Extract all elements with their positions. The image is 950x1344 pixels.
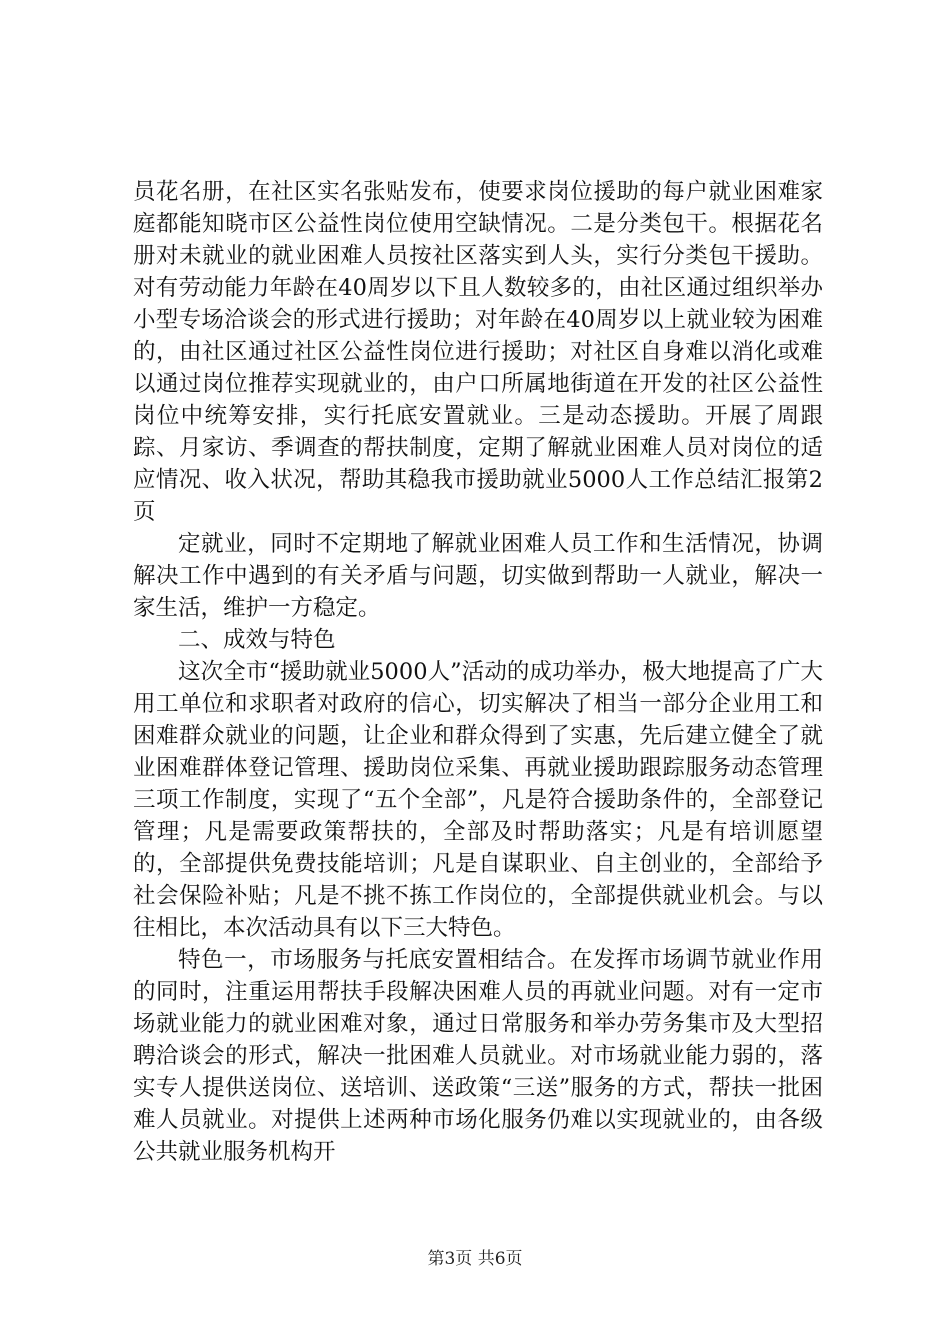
paragraph: 定就业，同时不定期地了解就业困难人员工作和生活情况，协调解决工作中遇到的有关矛盾与问题，切实做到帮助一人就业，解决一家生活，维护一方稳定。: [133, 531, 823, 621]
paragraph-continuation: 员花名册，在社区实名张贴发布，使要求岗位援助的每户就业困难家庭都能知晓市区公益性岗位使用空缺情况。二是分类包干。根据花名册对未就业的就业困难人员按社区落实到人头，实行分类包干援助。对有劳动能力年龄在40周岁以下且人数较多的，由社区通过组织举办小型专场洽谈会的形式进行援助；对年龄在40周岁以上就业较为困难的，由社区通过社区公益性岗位进行援助；对社区自身难以消化或难以通过岗位推荐实现就业的，由户口所属地街道在开发的社区公益性岗位中统筹安排，实行托底安置就业。三是动态援助。开展了周跟踪、月家访、季调查的帮扶制度，定期了解就业困难人员对岗位的适应情况、收入状况，帮助其稳我市援助就业5000人工作总结汇报第2页: [133, 179, 823, 525]
page-number-footer: 第3页 共6页: [427, 1249, 523, 1269]
paragraph: 特色一，市场服务与托底安置相结合。在发挥市场调节就业作用的同时，注重运用帮扶手段解决困难人员的再就业问题。对有一定市场就业能力的就业困难对象，通过日常服务和举办劳务集市及大型招聘洽谈会的形式，解决一批困难人员就业。对市场就业能力弱的，落实专人提供送岗位、送培训、送政策“三送”服务的方式，帮扶一批困难人员就业。对提供上述两种市场化服务仍难以实现就业的，由各级公共就业服务机构开: [133, 947, 823, 1165]
document-body: [133, 176, 823, 1168]
section-heading: 二、成效与特色: [178, 627, 336, 653]
paragraph: 这次全市“援助就业5000人”活动的成功举办，极大地提高了广大用工单位和求职者对政府的信心，切实解决了相当一部分企业用工和困难群众就业的问题，让企业和群众得到了实惠，先后建立健全了就业困难群体登记管理、援助岗位采集、再就业援助跟踪服务动态管理三项工作制度，实现了“五个全部”，凡是符合援助条件的，全部登记管理；凡是需要政策帮扶的，全部及时帮助落实；凡是有培训愿望的，全部提供免费技能培训；凡是自谋职业、自主创业的，全部给予社会保险补贴；凡是不挑不拣工作岗位的，全部提供就业机会。与以往相比，本次活动具有以下三大特色。: [133, 659, 823, 941]
